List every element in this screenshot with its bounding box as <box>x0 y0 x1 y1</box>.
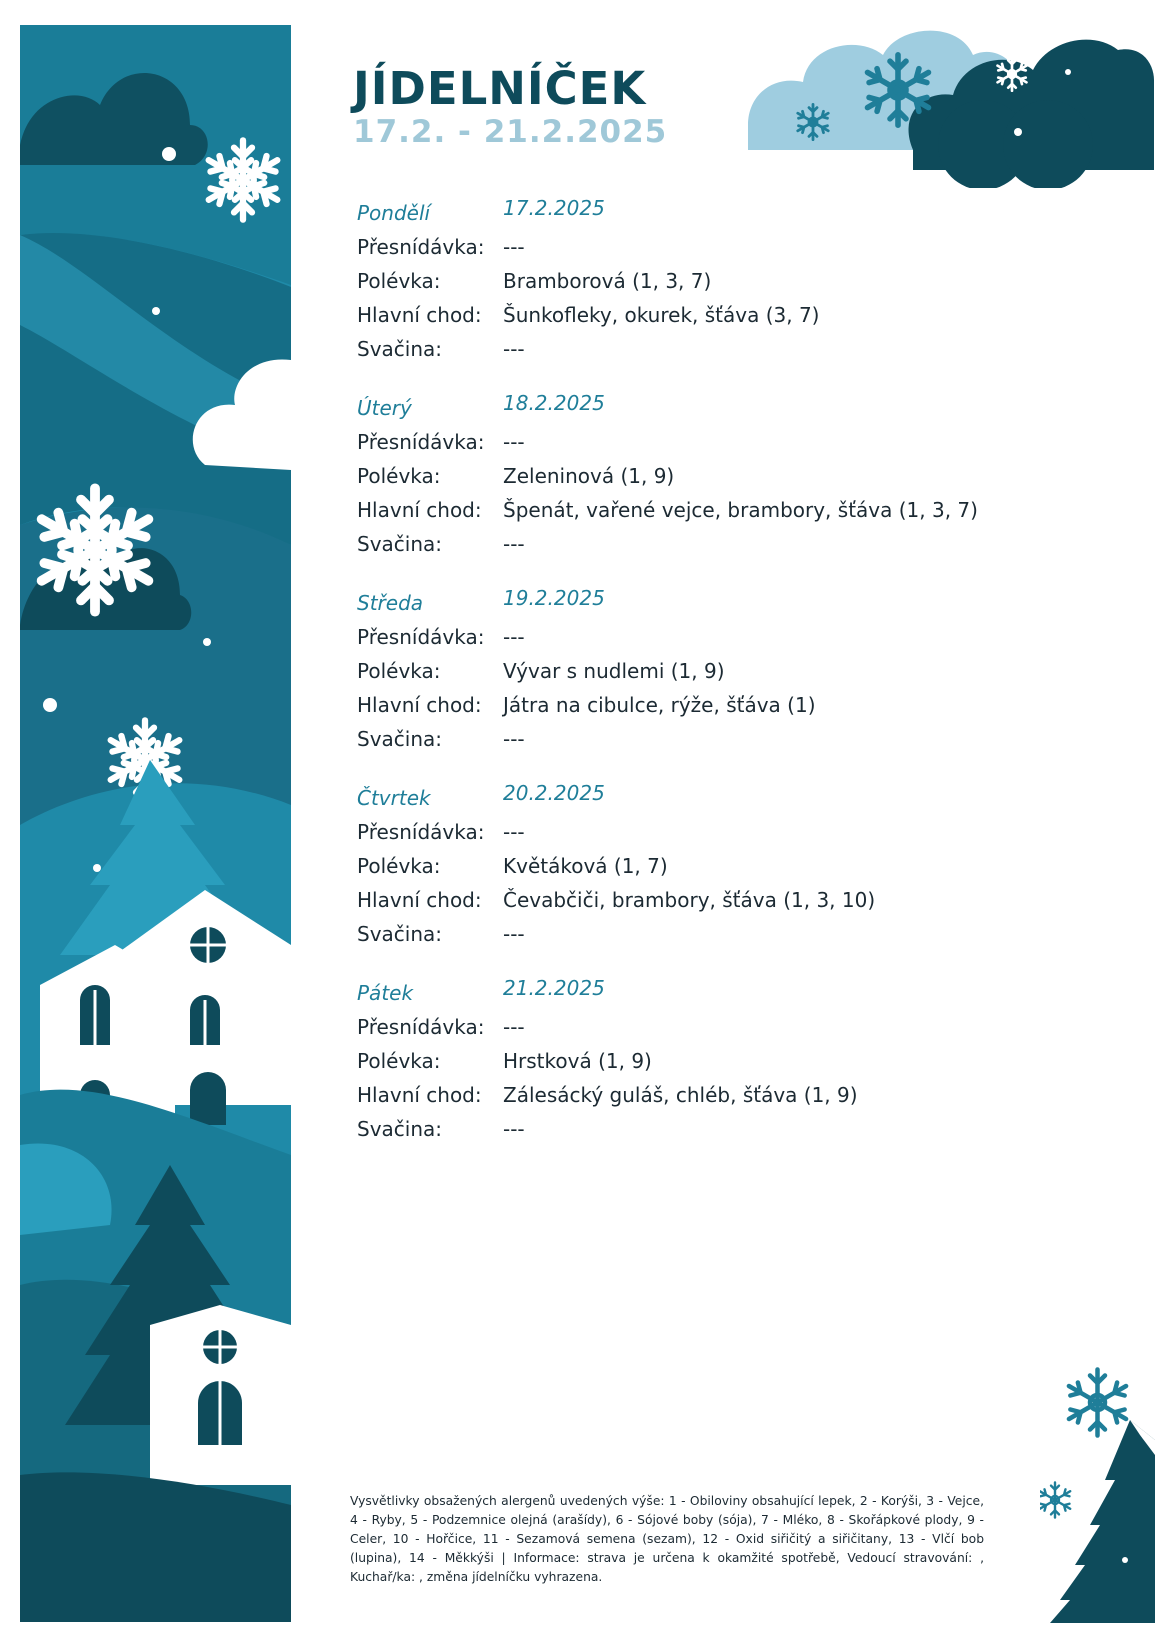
day-tuesday <box>357 391 1047 586</box>
meal-value: --- <box>503 1015 525 1039</box>
meal-label: Hlavní chod: <box>357 888 482 912</box>
meal-label: Přesnídávka: <box>357 235 485 259</box>
meal-row-snack-afternoon <box>357 527 1047 561</box>
allergen-footnote: Vysvětlivky obsažených alergenů uvedených výše: 1 - Obiloviny obsahující lepek, 2 - Korýši, 3 - Vejce, 4 - Ryby, 5 - Podzemnice olejná (arašídy), 6 - Sójové boby (sója), 7 - Mléko, 8 - Skořápkové plody, 9 - Celer, 10 - Hořčice, 11 - Sezamová semena (sezam), 12 - Oxid siřičitý a siřičitany, 13 - Vlčí bob (lupina), 14 - Měkkýši | Informace: strava je určena k okamžité spotřebě, Vedoucí stravování: , Kuchař/ka: , změna jídelníčku vyhrazena. <box>350 1494 984 1585</box>
meal-label: Přesnídávka: <box>357 1015 485 1039</box>
day-date: 19.2.2025 <box>503 586 605 610</box>
day-date: 20.2.2025 <box>503 781 605 805</box>
meal-value: Játra na cibulce, rýže, šťáva (1) <box>503 693 816 717</box>
meal-value: Čevabčiči, brambory, šťáva (1, 3, 10) <box>503 888 876 912</box>
day-date: 21.2.2025 <box>503 976 605 1000</box>
header <box>353 62 668 150</box>
meal-label: Přesnídávka: <box>357 820 485 844</box>
meal-label: Přesnídávka: <box>357 430 485 454</box>
meal-label: Svačina: <box>357 922 443 946</box>
winter-village-illustration <box>20 25 291 1622</box>
meal-value: Šunkofleky, okurek, šťáva (3, 7) <box>503 303 820 327</box>
meal-row-snack-afternoon <box>357 917 1047 951</box>
meal-value: --- <box>503 727 525 751</box>
day-heading <box>357 781 1047 815</box>
meal-row-snack-morning <box>357 815 1047 849</box>
meal-value: --- <box>503 235 525 259</box>
meal-label: Polévka: <box>357 464 441 488</box>
meal-value: Vývar s nudlemi (1, 9) <box>503 659 725 683</box>
meal-row-snack-afternoon <box>357 332 1047 366</box>
meal-row-soup <box>357 264 1047 298</box>
weekly-menu <box>357 196 1047 1171</box>
meal-value: Zálesácký guláš, chléb, šťáva (1, 9) <box>503 1083 858 1107</box>
meal-row-main-course <box>357 298 1047 332</box>
meal-value: --- <box>503 532 525 556</box>
day-friday <box>357 976 1047 1171</box>
meal-label: Polévka: <box>357 854 441 878</box>
day-name: Pondělí <box>357 201 431 225</box>
meal-value: --- <box>503 1117 525 1141</box>
snowy-tree-with-snowflakes <box>1040 1365 1155 1623</box>
meal-row-soup <box>357 654 1047 688</box>
day-monday <box>357 196 1047 391</box>
day-name: Středa <box>357 591 424 615</box>
day-wednesday <box>357 586 1047 781</box>
day-name: Úterý <box>357 396 412 420</box>
day-heading <box>357 196 1047 230</box>
meal-value: --- <box>503 430 525 454</box>
meal-row-main-course <box>357 688 1047 722</box>
clouds-with-snowflakes <box>748 20 1154 188</box>
meal-label: Hlavní chod: <box>357 303 482 327</box>
meal-value: Špenát, vařené vejce, brambory, šťáva (1, 3, 7) <box>503 498 978 522</box>
meal-value: --- <box>503 625 525 649</box>
meal-label: Svačina: <box>357 532 443 556</box>
meal-label: Hlavní chod: <box>357 693 482 717</box>
meal-label: Svačina: <box>357 337 443 361</box>
meal-row-main-course <box>357 1078 1047 1112</box>
meal-value: Květáková (1, 7) <box>503 854 668 878</box>
meal-label: Přesnídávka: <box>357 625 485 649</box>
meal-value: Bramborová (1, 3, 7) <box>503 269 712 293</box>
meal-label: Hlavní chod: <box>357 498 482 522</box>
day-thursday <box>357 781 1047 976</box>
meal-label: Svačina: <box>357 1117 443 1141</box>
meal-row-snack-morning <box>357 1010 1047 1044</box>
page-title: JÍDELNÍČEK <box>353 62 647 115</box>
day-heading <box>357 391 1047 425</box>
meal-row-main-course <box>357 883 1047 917</box>
meal-value: Hrstková (1, 9) <box>503 1049 652 1073</box>
day-heading <box>357 586 1047 620</box>
date-range: 17.2. - 21.2.2025 <box>353 114 668 150</box>
meal-row-snack-afternoon <box>357 722 1047 756</box>
meal-row-main-course <box>357 493 1047 527</box>
meal-row-soup <box>357 849 1047 883</box>
meal-label: Polévka: <box>357 1049 441 1073</box>
meal-row-snack-morning <box>357 230 1047 264</box>
meal-label: Hlavní chod: <box>357 1083 482 1107</box>
day-name: Pátek <box>357 981 414 1005</box>
meal-label: Polévka: <box>357 659 441 683</box>
day-name: Čtvrtek <box>357 786 431 810</box>
meal-value: Zeleninová (1, 9) <box>503 464 675 488</box>
meal-label: Polévka: <box>357 269 441 293</box>
day-date: 17.2.2025 <box>503 196 605 220</box>
meal-value: --- <box>503 922 525 946</box>
meal-row-snack-afternoon <box>357 1112 1047 1146</box>
meal-row-soup <box>357 459 1047 493</box>
meal-row-snack-morning <box>357 425 1047 459</box>
meal-value: --- <box>503 337 525 361</box>
meal-row-snack-morning <box>357 620 1047 654</box>
meal-label: Svačina: <box>357 727 443 751</box>
day-date: 18.2.2025 <box>503 391 605 415</box>
day-heading <box>357 976 1047 1010</box>
meal-row-soup <box>357 1044 1047 1078</box>
meal-value: --- <box>503 820 525 844</box>
